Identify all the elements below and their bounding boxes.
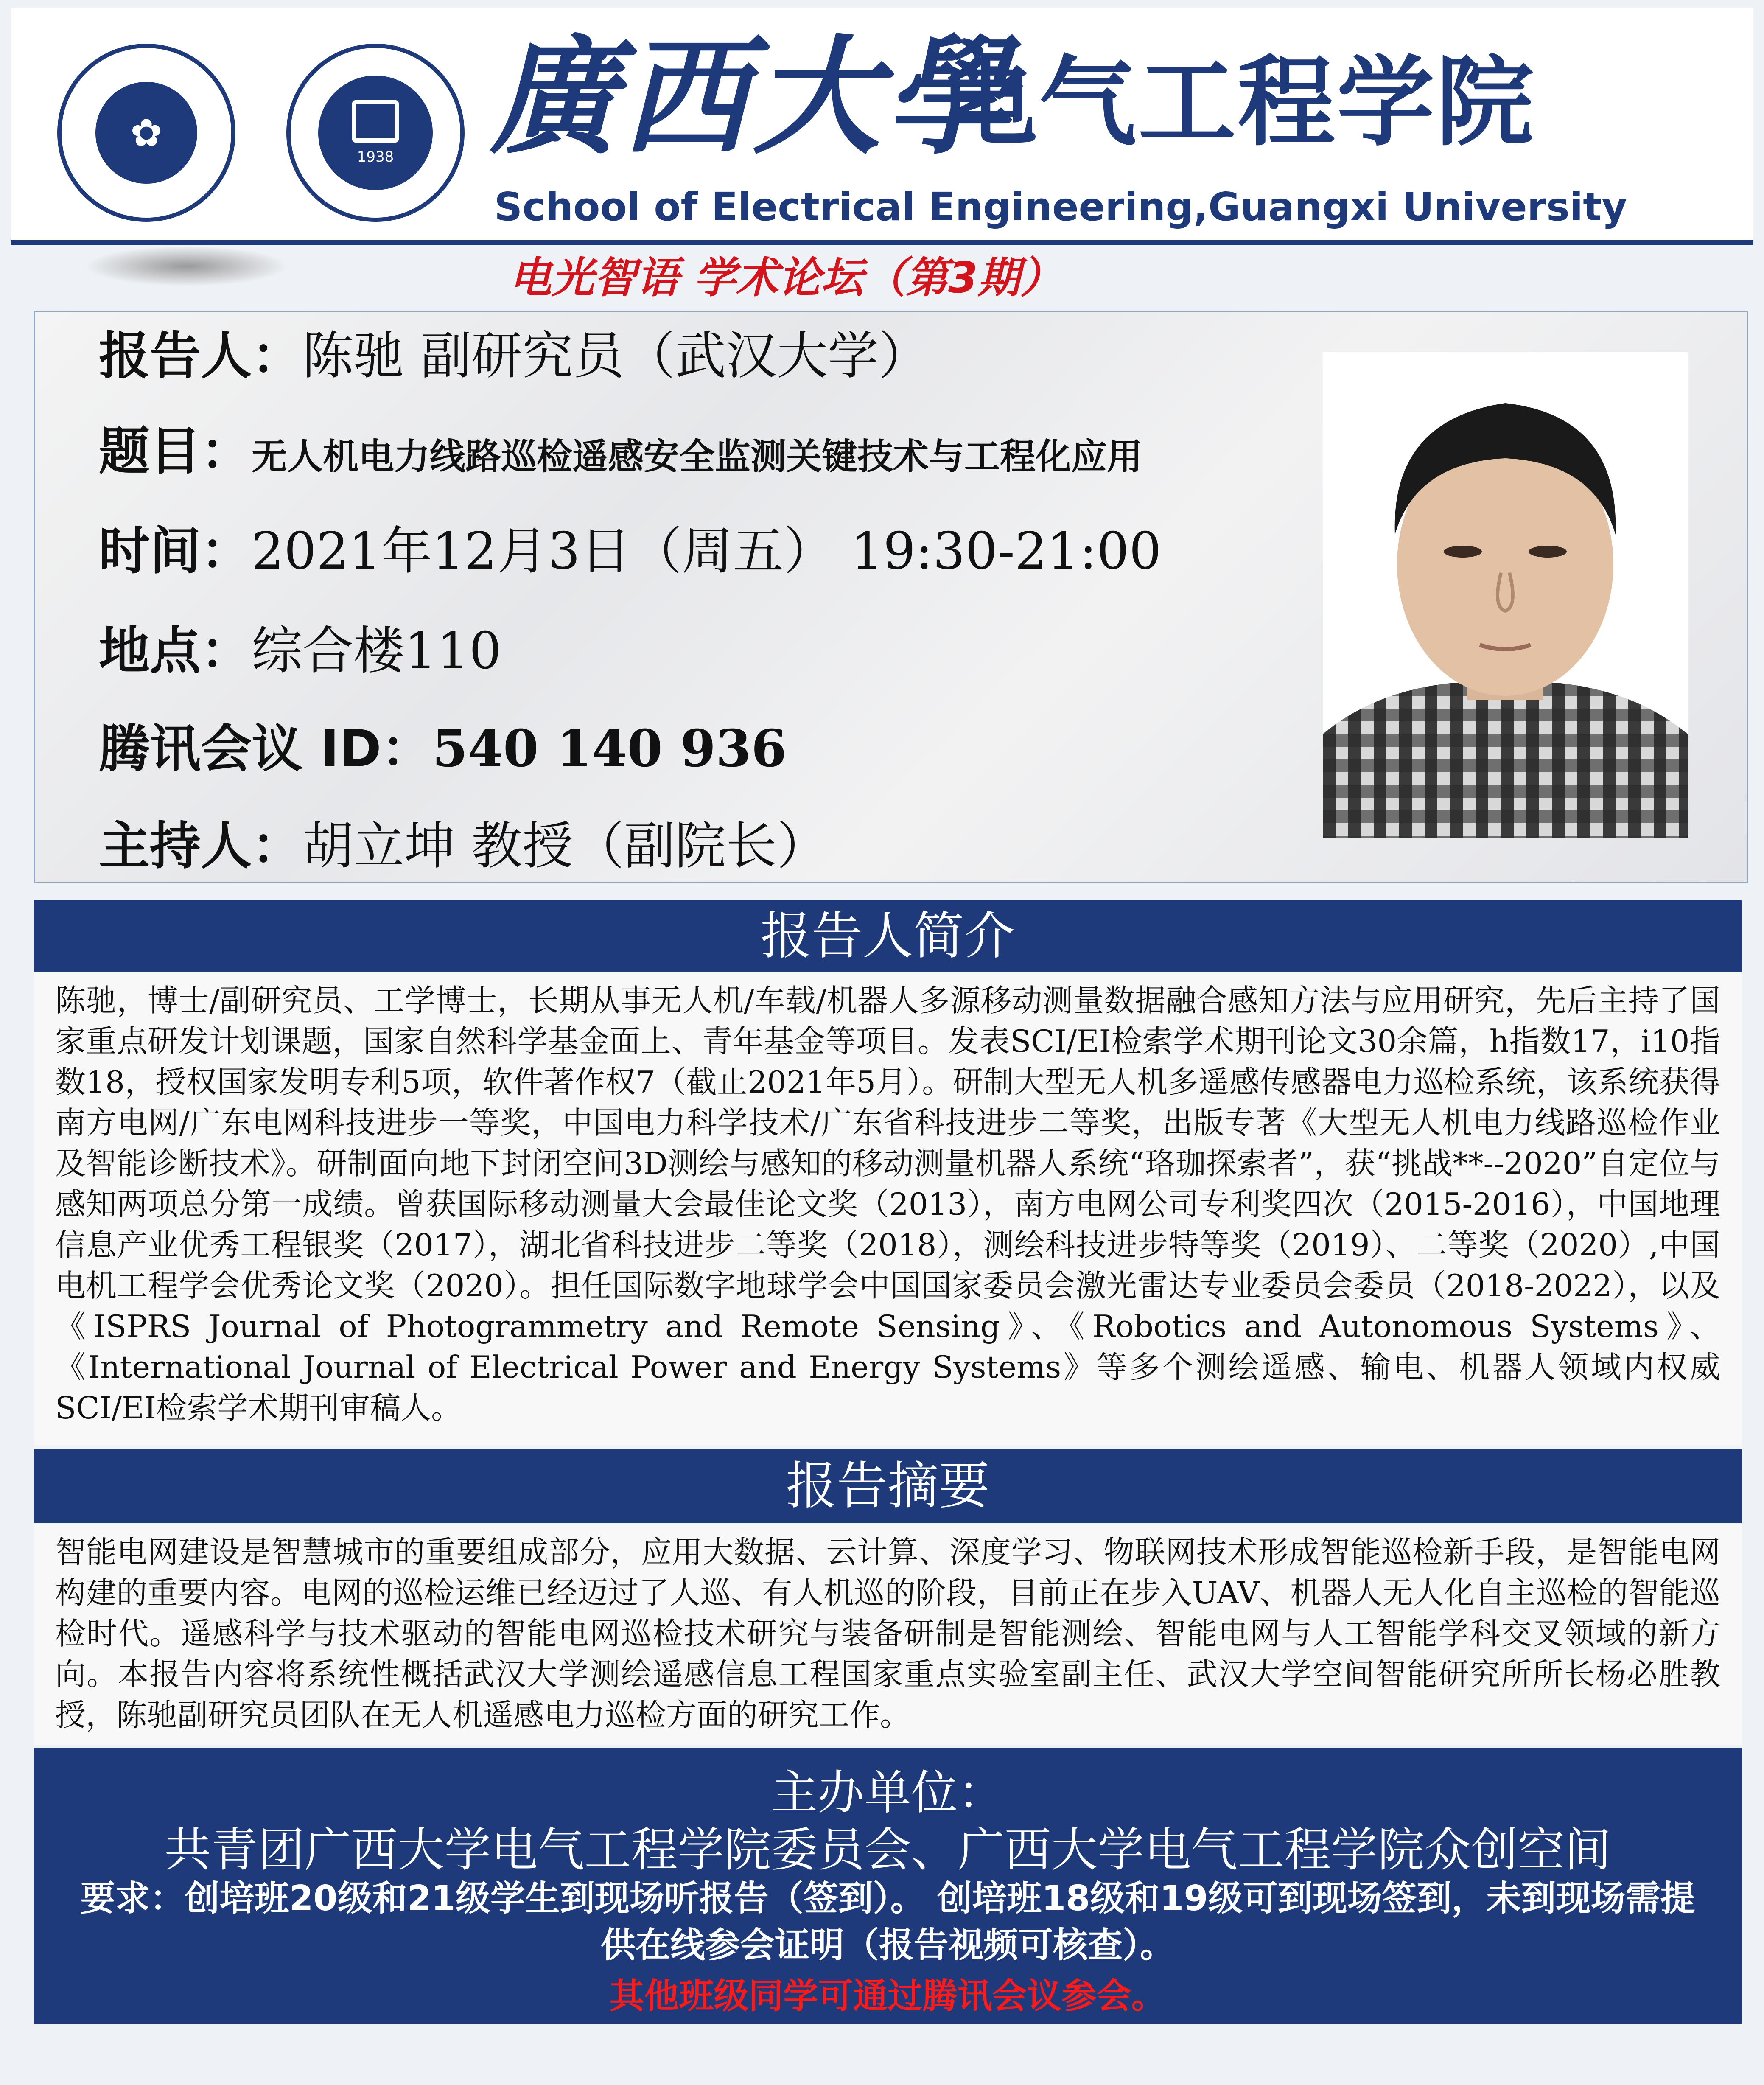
speaker-photo bbox=[1323, 352, 1688, 838]
speaker-value: 陈驰 副研究员（武汉大学） bbox=[302, 327, 930, 386]
place-label: 地点： bbox=[99, 622, 252, 681]
bio-text: 陈驰，博士/副研究员、工学博士，长期从事无人机/车载/机器人多源移动测量数据融合感知方法与应用研究，先后主持了国家重点研发计划课题，国家自然科学基金面上、青年基金等项目。发表SCI/EI检索学术期刊论文30余篇，h指数17，i10指数18，授权国家发明专利5项，软件著作权7（截止2021年5月）。研制大型无人机多遥感传感器电力巡检系统，该系统获得南方电网/广东电网科技进步一等奖，中国电力科学技术/广东省科技进步二等奖，出版专著《大型无人机电力线路巡检作业及智能诊断技术》。研制面向地下封闭空间3D测绘与感知的移动测量机器人系统“珞珈探索者”，获“挑战**--2020”自定位与感知两项总分第一成绩。曾获国际移动测量大会最佳论文奖（2013），南方电网公司专利奖四次（2015-2016），中国地理信息产业优秀工程银奖（2017），湖北省科技进步二等奖（2018），测绘科技进步特等奖（2019）、二等奖（2020）,中国电机工程学会优秀论文奖（2020）。担任国际数字地球学会中国国家委员会激光雷达专业委员会委员（2018-2022），以及《ISPRS Journal of Photogrammetry and Remote Sensing》、《Robotics and Autonomous Systems》、《International Journal of Electrical Power and Energy Systems》等多个测绘遥感、输电、机器人领域内权威SCI/EI检索学术期刊审稿人。 bbox=[34, 972, 1742, 1446]
time-value: 2021年12月3日（周五） 19:30-21:00 bbox=[252, 522, 1162, 581]
title-value: 无人机电力线路巡检遥感安全监测关键技术与工程化应用 bbox=[252, 436, 1143, 477]
abstract-text: 智能电网建设是智慧城市的重要组成部分，应用大数据、云计算、深度学习、物联网技术形成智能巡检新手段，是智能电网构建的重要内容。电网的巡检运维已经迈过了人巡、有人机巡的阶段，目前正在步入UAV、机器人无人化自主巡检的智能巡检时代。遥感科学与技术驱动的智能电网巡检技术研究与装备研制是智能测绘、智能电网与人工智能学科交叉领域的新方向。本报告内容将系统性概括武汉大学测绘遥感信息工程国家重点实验室副主任、武汉大学空间智能研究所所长杨必胜教授，陈驰副研究员团队在无人机遥感电力巡检方面的研究工作。 bbox=[34, 1524, 1742, 1745]
school-name-en: School of Electrical Engineering,Guangxi University bbox=[494, 184, 1627, 230]
guangxi-university-seal-icon: ✿ bbox=[57, 44, 235, 222]
forum-title: 电光智语 学术论坛（第3期） bbox=[509, 253, 1063, 303]
organizer-name: 共青团广西大学电气工程学院委员会、广西大学电气工程学院众创空间 bbox=[164, 1823, 1611, 1877]
place-value: 综合楼110 bbox=[252, 622, 502, 681]
footer-margin bbox=[34, 2024, 1742, 2075]
university-name: 廣西大學 bbox=[490, 22, 1016, 171]
time-label: 时间： bbox=[99, 522, 252, 581]
talk-info-panel bbox=[34, 311, 1748, 883]
host-value: 胡立坤 教授（副院长） bbox=[302, 817, 828, 876]
school-emblem-icon bbox=[286, 44, 465, 222]
place-row bbox=[99, 619, 501, 683]
abstract-heading: 报告摘要 bbox=[34, 1449, 1742, 1523]
time-row bbox=[99, 520, 1162, 583]
title-row bbox=[99, 420, 1142, 488]
attendance-requirement: 要求：创培班20级和21级学生到现场听报告（签到）。 创培班18级和19级可到现场签到，未到现场需提供在线参会证明（报告视频可核查）。 bbox=[80, 1878, 1695, 1965]
organizer-section bbox=[34, 1748, 1742, 2024]
speaker-row bbox=[99, 325, 930, 388]
host-label: 主持人： bbox=[99, 817, 302, 876]
decorative-shadow bbox=[85, 246, 288, 286]
header-banner bbox=[11, 8, 1753, 245]
bio-heading: 报告人简介 bbox=[34, 900, 1742, 972]
speaker-label: 报告人： bbox=[99, 327, 302, 386]
meeting-row bbox=[99, 717, 787, 781]
meeting-id: 540 140 936 bbox=[432, 719, 787, 779]
host-row bbox=[99, 815, 828, 878]
title-label: 题目： bbox=[99, 422, 252, 481]
meeting-label: 腾讯会议 ID： bbox=[99, 720, 433, 779]
school-name-cn: 电气工程学院 bbox=[940, 46, 1536, 160]
online-attendance-note: 其他班级同学可通过腾讯会议参会。 bbox=[609, 1976, 1166, 2016]
organizer-heading: 主办单位： bbox=[771, 1766, 1005, 1820]
emblem-year: 1938 bbox=[357, 149, 394, 165]
